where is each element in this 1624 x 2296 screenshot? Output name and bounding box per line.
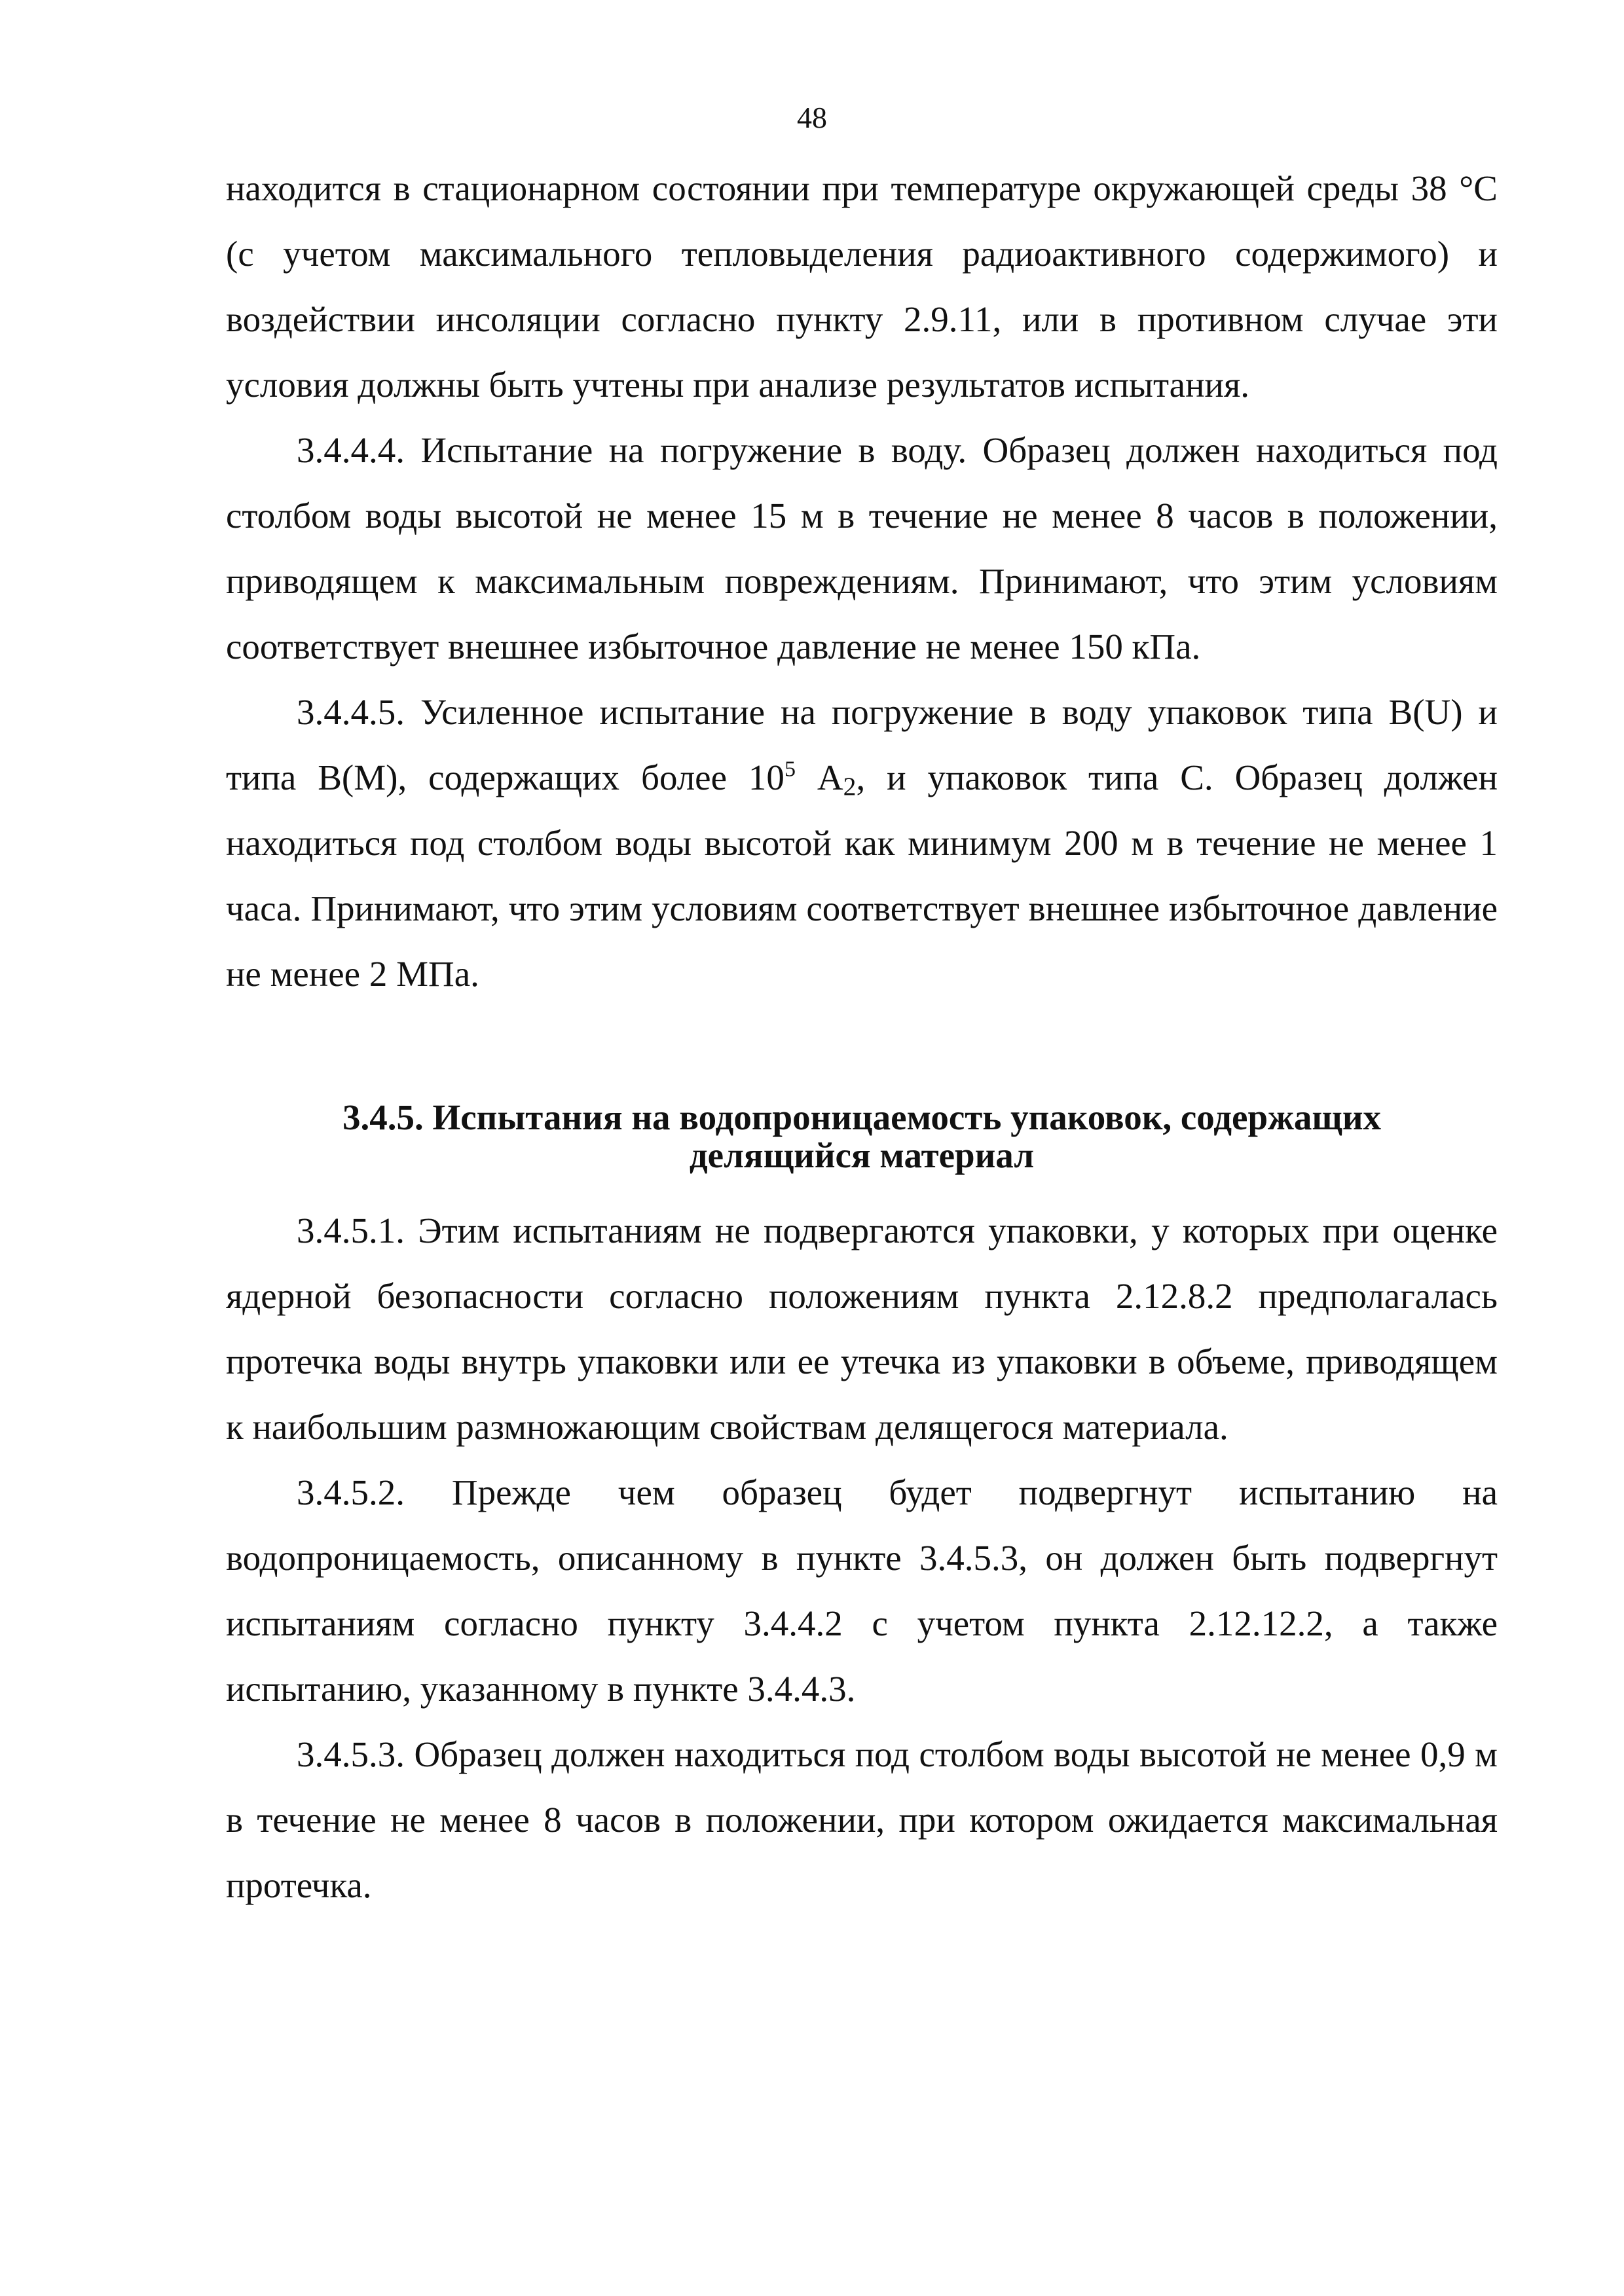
paragraph-3-4-5-1: 3.4.5.1. Этим испытаниям не подвергаются упаковки, у которых при оценке ядерной безопасности согласно положениям пункта 2.12.8.2 предполагалась протечка воды внутрь упаковки или ее утечка из упаковки в объеме, приводящем к наибольшим размножающим свойствам делящегося материала. bbox=[226, 1211, 1498, 1447]
section-heading-3-4-5: 3.4.5. Испытания на водопроницаемость упаковок, содержащих делящийся материал bbox=[342, 1097, 1382, 1175]
paragraph-text: A bbox=[795, 757, 843, 797]
paragraph-3-4-4-5 bbox=[226, 680, 1498, 1007]
paragraph-3-4-5-2: 3.4.5.2. Прежде чем образец будет подвергнут испытанию на водопроницаемость, описанному в пункте 3.4.5.3, он должен быть подвергнут испытаниям согласно пункту 3.4.4.2 с учетом пункта 2.12.12.2, а также испытанию, указанному в пункте 3.4.4.3. bbox=[226, 1472, 1498, 1709]
subscript: 2 bbox=[843, 771, 857, 801]
paragraph-3-4-5-3: 3.4.5.3. Образец должен находиться под столбом воды высотой не менее 0,9 м в течение не менее 8 часов в положении, при котором ожидается максимальная протечка. bbox=[226, 1734, 1498, 1905]
paragraph-continuation: находится в стационарном состоянии при температуре окружающей среды 38 °С (с учетом максимального тепловыделения радиоактивного содержимого) и воздействии инсоляции согласно пункту 2.9.11, или в противном случае эти условия должны быть учтены при анализе результатов испытания. bbox=[226, 168, 1498, 405]
body-text-upper bbox=[226, 156, 1498, 1007]
superscript: 5 bbox=[784, 757, 796, 782]
paragraph-text: , и упаковок типа С. Образец должен находиться под столбом воды высотой как минимум 200 м в течение не менее 1 часа. Принимают, что этим условиям соответствует внешнее избыточное давление не менее 2 МПа. bbox=[226, 757, 1498, 994]
paragraph-text: 3.4.4.5. Усиленное испытание на погружение в воду упаковок типа В(U) и типа В(М), содержащих более 10 bbox=[226, 692, 1498, 797]
page-number: 48 bbox=[797, 101, 827, 134]
body-text-lower bbox=[226, 1198, 1498, 1918]
paragraph-3-4-4-4: 3.4.4.4. Испытание на погружение в воду. Образец должен находиться под столбом воды высотой не менее 15 м в течение не менее 8 часов в положении, приводящем к максимальным повреждениям. Принимают, что этим условиям соответствует внешнее избыточное давление не менее 150 кПа. bbox=[226, 430, 1498, 666]
section-heading-block bbox=[226, 1099, 1498, 1175]
